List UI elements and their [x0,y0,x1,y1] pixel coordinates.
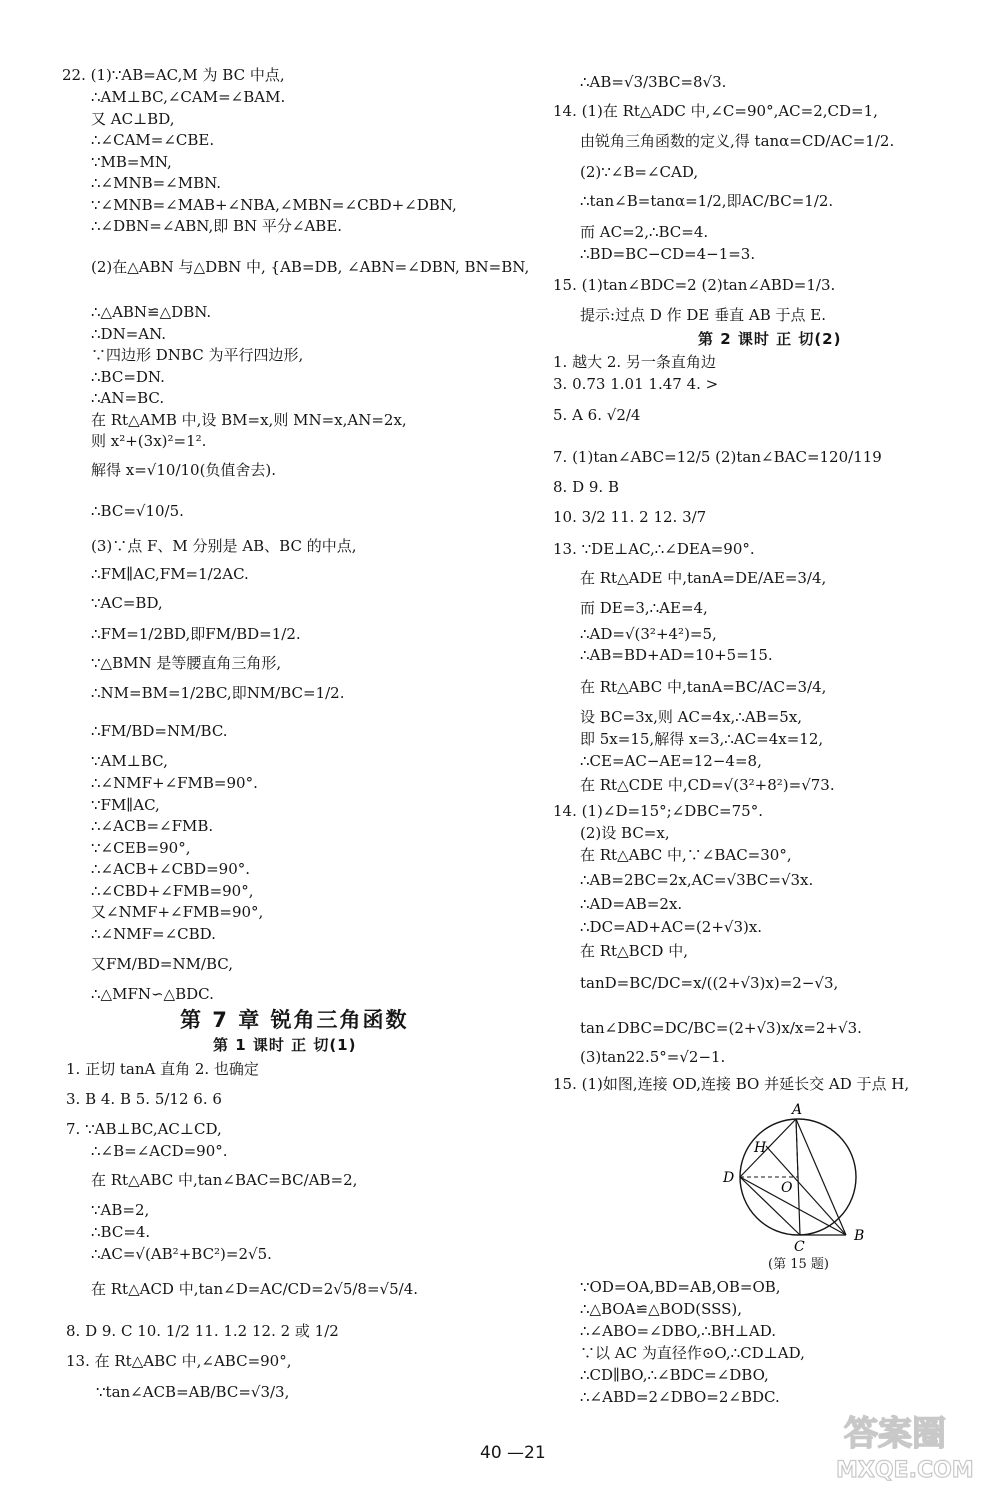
text-line: ∵AM⊥BC, [91,752,168,770]
geometry-figure [718,1092,878,1267]
text-line: 1. 正切 tanA 直角 2. 也确定 [66,1060,259,1078]
text-line: 在 Rt△ABC 中,∵∠BAC=30°, [580,846,792,864]
text-line: ∵tan∠ACB=AB/BC=√3/3, [96,1383,290,1401]
text-line: ∴tan∠B=tanα=1/2,即AC/BC=1/2. [580,192,834,210]
text-line: 7. ∵AB⊥BC,AC⊥CD, [66,1120,222,1138]
text-line: 10. 3/2 11. 2 12. 3/7 [553,508,707,526]
text-line: ∴AC=√(AB²+BC²)=2√5. [91,1245,272,1263]
text-line: 14. (1)在 Rt△ADC 中,∠C=90°,AC=2,CD=1, [553,102,878,120]
text-line: 15. (1)如图,连接 OD,连接 BO 并延长交 AD 于点 H, [553,1075,910,1093]
text-line: 在 Rt△ADE 中,tanA=DE/AE=3/4, [580,569,827,587]
text-line: ∴△MFN∽△BDC. [91,985,214,1003]
text-line: 13. 在 Rt△ABC 中,∠ABC=90°, [66,1352,292,1370]
text-line: ∴∠ABD=2∠DBO=2∠BDC. [580,1388,780,1406]
segment-oa [796,1119,798,1177]
text-line: ∴BC=√10/5. [91,502,184,520]
text-line: ∴DC=AD+AC=(2+√3)x. [580,918,763,936]
text-line: 14. (1)∠D=15°;∠DBC=75°. [553,802,763,820]
section-title: 第 2 课时 正 切(2) [698,330,842,348]
text-line: ∵AB=2, [91,1201,150,1219]
watermark-logo [814,1405,994,1485]
text-line: 在 Rt△ABC 中,tan∠BAC=BC/AB=2, [91,1171,358,1189]
text-line: ∴∠ACB=∠FMB. [91,817,214,835]
text-line: ∴AD=√(3²+4²)=5, [580,625,717,643]
text-line: ∴∠NMF=∠CBD. [91,925,216,943]
text-line: (2)在△ABN 与△DBN 中, {AB=DB, ∠ABN=∠DBN, BN=BN, [91,258,530,276]
text-line: ∵OD=OA,BD=AB,OB=OB, [580,1278,781,1296]
text-line: ∴AB=BD+AD=10+5=15. [580,646,773,664]
watermark-text: 答案圈 [844,1414,946,1454]
text-line: ∴∠MNB=∠MBN. [91,174,222,192]
figure-caption: (第 15 题) [768,1257,829,1272]
chapter-title: 第 7 章 锐角三角函数 [180,1008,409,1032]
text-line: ∵∠CEB=90°, [91,839,191,857]
text-line: ∴AB=√3/3BC=8√3. [580,73,727,91]
text-line: 3. 0.73 1.01 1.47 4. > [553,375,719,393]
text-line: 7. (1)tan∠ABC=12/5 (2)tan∠BAC=120/119 [553,448,882,466]
text-line: 1. 越大 2. 另一条直角边 [553,353,716,371]
text-line: 即 5x=15,解得 x=3,∴AC=4x=12, [580,730,824,748]
label-o: O [781,1180,793,1196]
text-line: ∴NM=BM=1/2BC,即NM/BC=1/2. [91,684,345,702]
text-line: ∴AD=AB=2x. [580,895,683,913]
label-h: H [754,1140,767,1156]
text-line: 在 Rt△ABC 中,tanA=BC/AC=3/4, [580,678,827,696]
text-line: 13. ∵DE⊥AC,∴∠DEA=90°. [553,540,755,558]
text-line: 在 Rt△ACD 中,tan∠D=AC/CD=2√5/8=√5/4. [91,1280,419,1298]
text-line: ∴CE=AC−AE=12−4=8, [580,752,762,770]
text-line: ∴AM⊥BC,∠CAM=∠BAM. [91,88,286,106]
text-line: 在 Rt△CDE 中,CD=√(3²+8²)=√73. [580,776,835,794]
label-b: B [854,1228,865,1244]
text-line: ∴DN=AN. [91,325,167,343]
text-line: ∵以 AC 为直径作⊙O,∴CD⊥AD, [580,1344,805,1362]
text-line: ∴∠ABO=∠DBO,∴BH⊥AD. [580,1322,777,1340]
text-line: 22. (1)∵AB=AC,M 为 BC 中点, [62,66,285,84]
text-line: 提示:过点 D 作 DE 垂直 AB 于点 E. [580,306,827,324]
text-line: ∴∠NMF+∠FMB=90°. [91,774,258,792]
text-line: ∵MB=MN, [91,153,172,171]
text-line: ∴BD=BC−CD=4−1=3. [580,245,756,263]
text-line: ∴AN=BC. [91,389,165,407]
text-line: (2)∵∠B=∠CAD, [580,163,699,181]
text-line: ∴∠CBD+∠FMB=90°, [91,882,254,900]
text-line: ∴△BOA≌△BOD(SSS), [580,1300,743,1318]
text-line: ∴FM=1/2BD,即FM/BD=1/2. [91,625,301,643]
text-line: ∴AB=2BC=2x,AC=√3BC=√3x. [580,871,814,889]
text-line: 而 DE=3,∴AE=4, [580,599,708,617]
text-line: 15. (1)tan∠BDC=2 (2)tan∠ABD=1/3. [553,276,836,294]
text-line: 5. A 6. √2/4 [553,406,641,424]
label-a: A [792,1102,803,1118]
text-line: 又FM/BD=NM/BC, [91,955,233,973]
text-line: (3)∵点 F、M 分别是 AB、BC 的中点, [91,537,357,555]
text-line: ∴BC=DN. [91,368,165,386]
text-line: 又 AC⊥BD, [91,110,175,128]
text-line: ∴△ABN≌△DBN. [91,303,212,321]
text-line: ∴FM∥AC,FM=1/2AC. [91,565,249,583]
text-line: tanD=BC/DC=x/((2+√3)x)=2−√3, [580,974,839,992]
section-title: 第 1 课时 正 切(1) [213,1036,357,1054]
text-line: ∴CD∥BO,∴∠BDC=∠DBO, [580,1366,769,1384]
watermark-url: MXQE.COM [836,1458,974,1483]
segment-db [740,1177,846,1235]
text-line: ∴∠B=∠ACD=90°. [91,1142,228,1160]
segment-hb [766,1146,846,1235]
text-line: ∵∠MNB=∠MAB+∠NBA,∠MBN=∠CBD+∠DBN, [91,196,457,214]
text-line: ∵四边形 DNBC 为平行四边形, [91,346,304,364]
page-number: 40 —21 [480,1443,546,1463]
text-line: ∵AC=BD, [91,594,163,612]
text-line: ∴BC=4. [91,1223,151,1241]
text-line: ∵FM∥AC, [91,796,160,814]
text-line: ∴FM/BD=NM/BC. [91,722,228,740]
text-line: 8. D 9. B [553,478,619,496]
text-line: tan∠DBC=DC/BC=(2+√3)x/x=2+√3. [580,1019,862,1037]
text-line: 则 x²+(3x)²=1². [91,432,207,450]
label-d: D [723,1170,735,1186]
text-line: 在 Rt△AMB 中,设 BM=x,则 MN=x,AN=2x, [91,411,407,429]
text-line: (2)设 BC=x, [580,824,670,842]
text-line: ∴∠ACB+∠CBD=90°. [91,860,251,878]
text-line: 在 Rt△BCD 中, [580,942,688,960]
text-line: 解得 x=√10/10(负值舍去). [91,461,277,479]
text-line: ∴∠CAM=∠CBE. [91,131,215,149]
text-line: 而 AC=2,∴BC=4. [580,223,709,241]
text-line: (3)tan22.5°=√2−1. [580,1048,726,1066]
text-line: ∴∠DBN=∠ABN,即 BN 平分∠ABE. [91,217,343,235]
text-line: 3. B 4. B 5. 5/12 6. 6 [66,1090,222,1108]
text-line: 由锐角三角函数的定义,得 tanα=CD/AC=1/2. [580,132,895,150]
text-line: 又∠NMF+∠FMB=90°, [91,903,264,921]
text-line: ∵△BMN 是等腰直角三角形, [91,654,282,672]
text-line: 设 BC=3x,则 AC=4x,∴AB=5x, [580,708,803,726]
label-c: C [794,1239,805,1255]
text-line: 8. D 9. C 10. 1/2 11. 1.2 12. 2 或 1/2 [66,1322,339,1340]
